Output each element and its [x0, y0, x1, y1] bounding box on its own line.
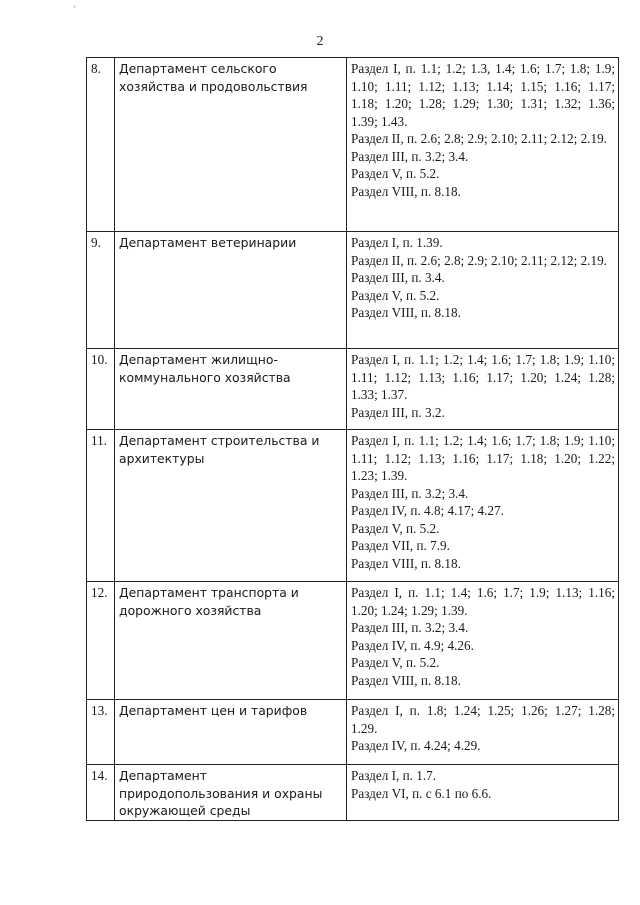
- reference-line: Раздел VIII, п. 8.18.: [351, 305, 461, 320]
- reference-line: Раздел IV, п. 4.24; 4.29.: [351, 738, 481, 753]
- reference-line: Раздел IV, п. 4.8; 4.17; 4.27.: [351, 503, 504, 518]
- reference-line: Раздел IV, п. 4.9; 4.26.: [351, 637, 474, 653]
- reference-line: Раздел III, п. 3.4.: [351, 270, 445, 285]
- reference-line: Раздел II, п. 2.6; 2.8; 2.9; 2.10; 2.11; 2.12; 2.19.: [351, 131, 607, 146]
- department-name: Департамент транспорта и дорожного хозяйства: [115, 582, 347, 700]
- section-references: [347, 58, 619, 232]
- reference-line: Раздел VII, п. 7.9.: [351, 538, 450, 553]
- section-references: [347, 232, 619, 349]
- reference-line: Раздел I, п. 1.8; 1.24; 1.25; 1.26; 1.27; 1.28; 1.29.: [351, 703, 615, 736]
- section-references: [347, 349, 619, 430]
- row-number: 13.: [87, 700, 115, 765]
- row-number: 8.: [87, 58, 115, 232]
- reference-line: Раздел VIII, п. 8.18.: [351, 672, 461, 688]
- table-row: [87, 349, 619, 430]
- table-row: [87, 765, 619, 821]
- table-row: [87, 582, 619, 700]
- row-number: 10.: [87, 349, 115, 430]
- table-row: [87, 232, 619, 349]
- reference-line: Раздел II, п. 2.6; 2.8; 2.9; 2.10; 2.11; 2.12; 2.19.: [351, 252, 607, 268]
- section-references: [347, 582, 619, 700]
- department-name: Департамент цен и тарифов: [115, 700, 347, 765]
- page-number: 2: [316, 34, 324, 49]
- row-number: 14.: [87, 765, 115, 821]
- reference-line: Раздел I, п. 1.1; 1.4; 1.6; 1.7; 1.9; 1.13; 1.16; 1.20; 1.24; 1.29; 1.39.: [351, 585, 615, 618]
- reference-line: Раздел I, п. 1.7.: [351, 768, 437, 783]
- reference-line: Раздел III, п. 3.2; 3.4.: [351, 148, 469, 164]
- row-number: 9.: [87, 232, 115, 349]
- section-references: [347, 430, 619, 582]
- departments-table: [86, 57, 619, 821]
- reference-line: Раздел VIII, п. 8.18.: [351, 183, 461, 199]
- table-row: [87, 430, 619, 582]
- reference-line: Раздел III, п. 3.2; 3.4.: [351, 485, 469, 501]
- section-references: [347, 700, 619, 765]
- table-row: [87, 58, 619, 232]
- reference-line: Раздел VI, п. с 6.1 по 6.6.: [351, 785, 492, 801]
- reference-line: Раздел V, п. 5.2.: [351, 520, 440, 536]
- row-number: 12.: [87, 582, 115, 700]
- reference-line: Раздел V, п. 5.2.: [351, 166, 440, 181]
- corner-mark: ': [74, 4, 76, 14]
- reference-line: Раздел V, п. 5.2.: [351, 287, 440, 303]
- reference-line: Раздел I, п. 1.1; 1.2; 1.3, 1.4; 1.6; 1.7; 1.8; 1.9; 1.10; 1.11; 1.12; 1.13; 1.14; 1.15; 1.16; 1.17; 1.18; 1.20; 1.28; 1.29; 1.30; 1.31; 1.32; 1.36; 1.39; 1.43.: [351, 61, 615, 129]
- table-row: [87, 700, 619, 765]
- department-name: Департамент природопользования и охраны окружающей среды: [115, 765, 347, 821]
- reference-line: Раздел III, п. 3.2.: [351, 404, 445, 420]
- reference-line: Раздел V, п. 5.2.: [351, 655, 440, 670]
- reference-line: Раздел III, п. 3.2; 3.4.: [351, 620, 469, 635]
- row-number: 11.: [87, 430, 115, 582]
- department-name: Департамент ветеринарии: [115, 232, 347, 349]
- reference-line: Раздел I, п. 1.1; 1.2; 1.4; 1.6; 1.7; 1.8; 1.9; 1.10; 1.11; 1.12; 1.13; 1.16; 1.17; 1.20; 1.24; 1.28; 1.33; 1.37.: [351, 352, 615, 402]
- department-name: Департамент сельского хозяйства и продовольствия: [115, 58, 347, 232]
- reference-line: Раздел I, п. 1.39.: [351, 235, 443, 250]
- department-name: Департамент жилищно-коммунального хозяйства: [115, 349, 347, 430]
- reference-line: Раздел VIII, п. 8.18.: [351, 555, 461, 571]
- department-name: Департамент строительства и архитектуры: [115, 430, 347, 582]
- reference-line: Раздел I, п. 1.1; 1.2; 1.4; 1.6; 1.7; 1.8; 1.9; 1.10; 1.11; 1.12; 1.13; 1.16; 1.17; 1.18; 1.20; 1.22; 1.23; 1.39.: [351, 433, 615, 483]
- section-references: [347, 765, 619, 821]
